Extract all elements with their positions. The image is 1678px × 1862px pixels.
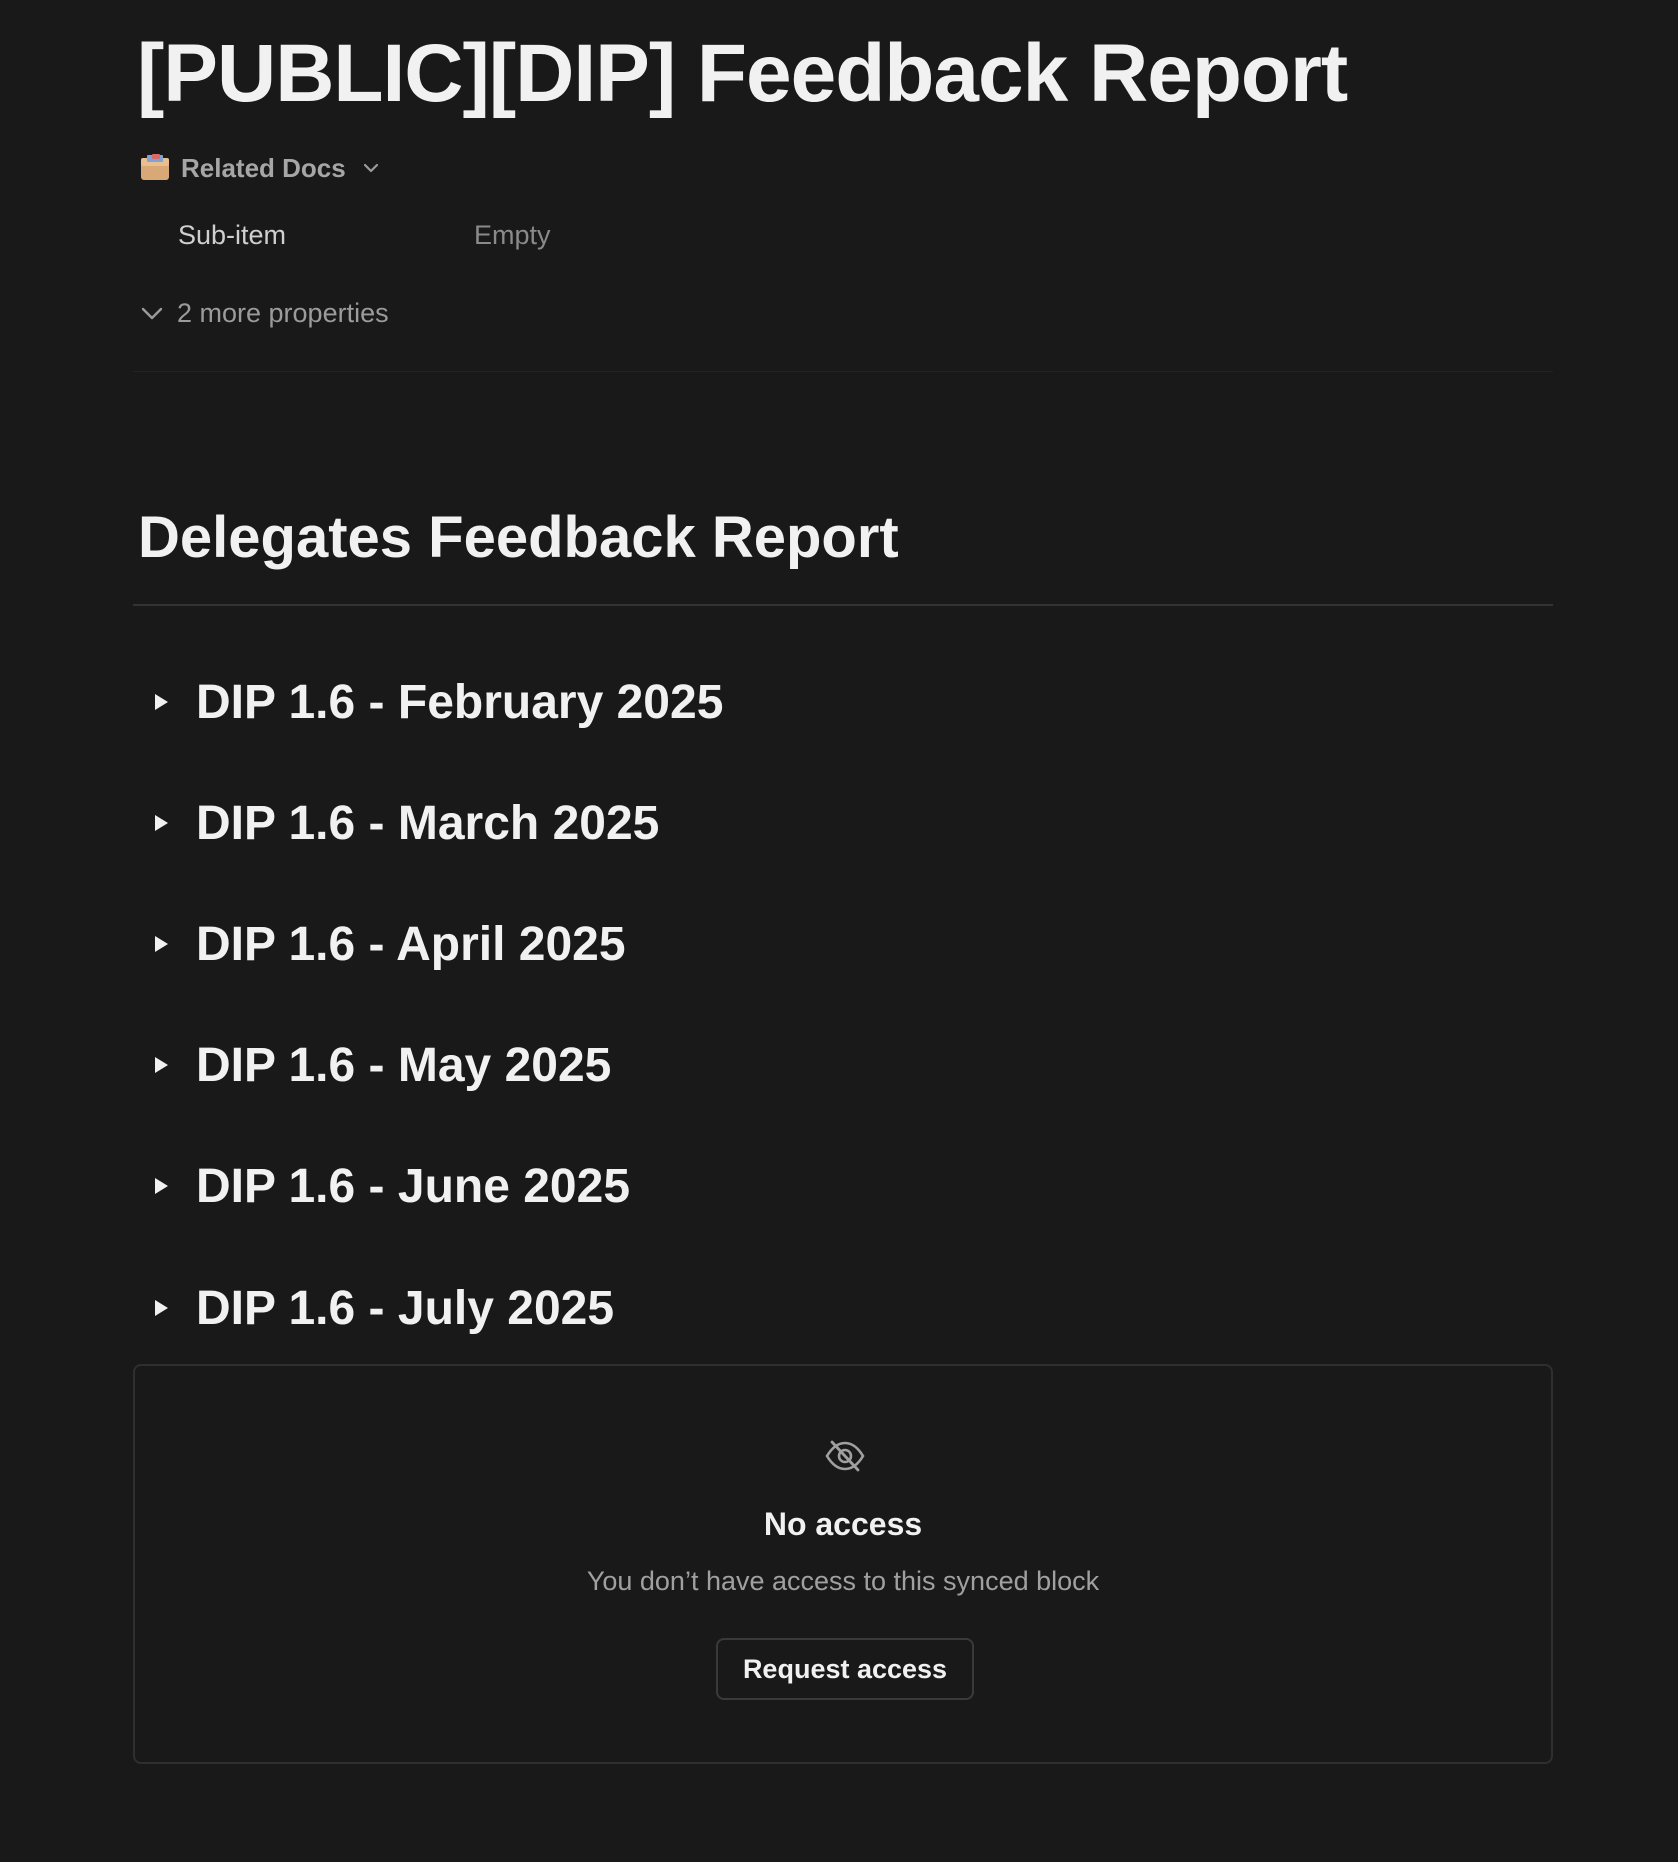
triangle-right-icon[interactable] (146, 929, 176, 959)
folder-icon (139, 153, 171, 183)
chevron-down-icon (360, 157, 382, 179)
toggle-heading[interactable] (133, 1154, 1553, 1218)
triangle-right-icon[interactable] (146, 808, 176, 838)
toggle-heading[interactable] (133, 1033, 1553, 1097)
property-value[interactable]: Empty (474, 220, 551, 250)
request-access-button[interactable]: Request access (716, 1638, 974, 1700)
toggle-label: DIP 1.6 - July 2025 (196, 1281, 615, 1335)
toggle-heading[interactable] (133, 670, 1553, 734)
page-title[interactable]: [PUBLIC][DIP] Feedback Report (137, 28, 1348, 119)
section-divider (133, 604, 1553, 606)
toggle-label: DIP 1.6 - March 2025 (196, 796, 660, 850)
more-properties-label: 2 more properties (177, 297, 389, 328)
no-access-title: No access (763, 1506, 923, 1542)
property-row-sub-item (133, 212, 833, 260)
toggle-heading[interactable] (133, 791, 1553, 855)
triangle-right-icon[interactable] (146, 1050, 176, 1080)
more-properties-toggle[interactable] (139, 292, 389, 334)
triangle-right-icon[interactable] (146, 1293, 176, 1323)
toggle-heading[interactable] (133, 912, 1553, 976)
toggle-label: DIP 1.6 - June 2025 (196, 1159, 631, 1213)
toggle-heading[interactable] (133, 1276, 1553, 1340)
property-name[interactable]: Sub-item (178, 220, 287, 250)
properties-divider (133, 371, 1553, 372)
toggle-label: DIP 1.6 - May 2025 (196, 1038, 612, 1092)
synced-block-no-access (133, 1364, 1553, 1764)
related-docs-property[interactable] (139, 148, 382, 188)
eye-off-icon (823, 1434, 867, 1478)
section-heading: Delegates Feedback Report (138, 505, 899, 570)
no-access-message: You don’t have access to this synced block (586, 1566, 1100, 1596)
toggle-label: DIP 1.6 - February 2025 (196, 675, 724, 729)
related-docs-label: Related Docs (181, 152, 346, 183)
toggle-label: DIP 1.6 - April 2025 (196, 917, 626, 971)
triangle-right-icon[interactable] (146, 1171, 176, 1201)
chevron-down-icon (139, 300, 165, 326)
triangle-right-icon[interactable] (146, 687, 176, 717)
